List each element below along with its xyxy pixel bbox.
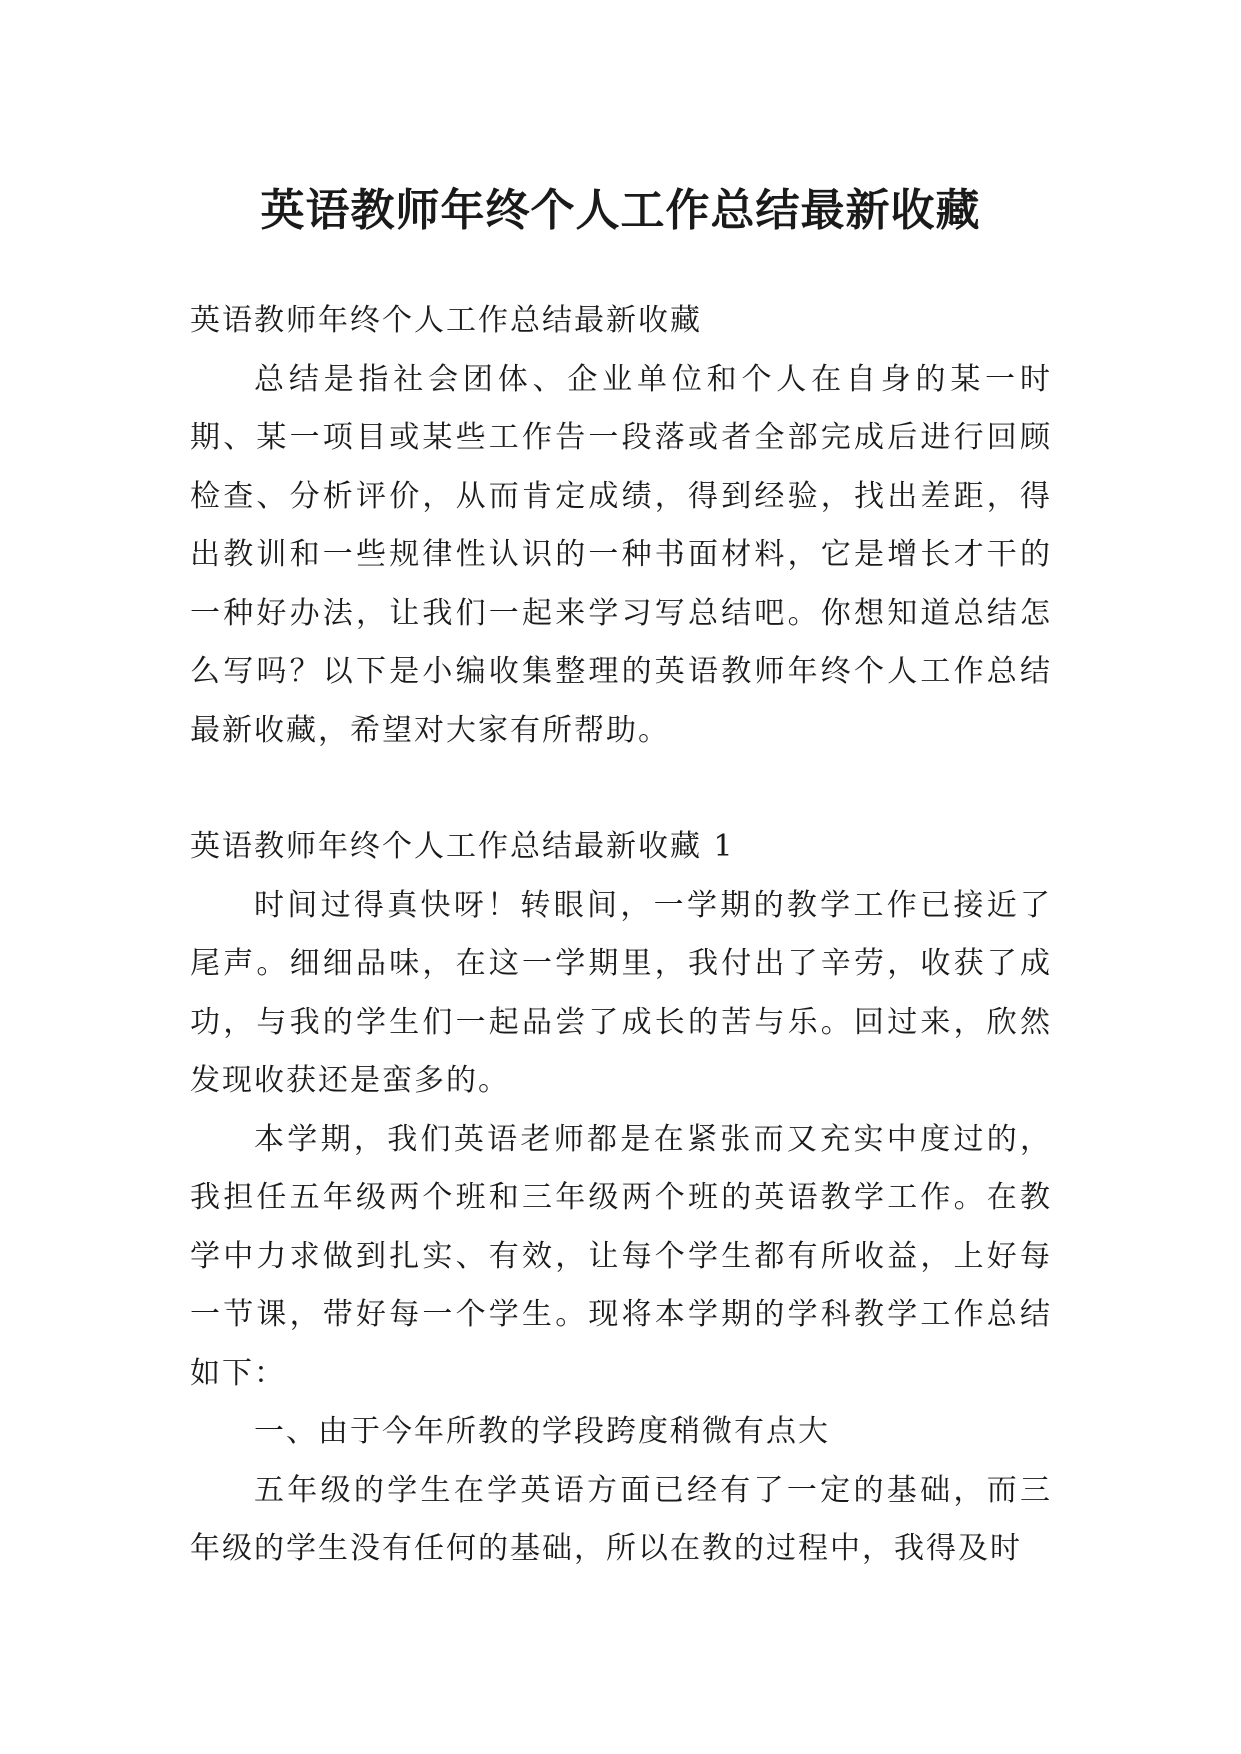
body-paragraph: 本学期，我们英语老师都是在紧张而又充实中度过的，我担任五年级两个班和三年级两个班的英语教学工作。在教学中力求做到扎实、有效，让每个学生都有所收益，上好每一节课，带好每一个学生。现将本学期的学科教学工作总结如下： [190,1121,1052,1391]
document-title: 英语教师年终个人工作总结最新收藏 [260,185,981,237]
body-paragraph: 时间过得真快呀！转眼间，一学期的教学工作已接近了尾声。细细品味，在这一学期里，我付出了辛劳，收获了成功，与我的学生们一起品尝了成长的苦与乐。回过来，欣然发现收获还是蛮多的。 [190,887,1052,1098]
list-heading: 一、由于今年所教的学段跨度稍微有点大 [254,1414,830,1449]
body-paragraph: 五年级的学生在学英语方面已经有了一定的基础，而三年级的学生没有任何的基础，所以在教的过程中，我得及时 [190,1472,1052,1566]
subtitle-paragraph: 英语教师年终个人工作总结最新收藏 [190,303,702,338]
document-body [190,292,1052,1579]
intro-paragraph: 总结是指社会团体、企业单位和个人在自身的某一时期、某一项目或某些工作告一段落或者全部完成后进行回顾检查、分析评价，从而肯定成绩，得到经验，找出差距，得出教训和一些规律性认识的一种书面材料，它是增长才干的一种好办法，让我们一起来学习写总结吧。你想知道总结怎么写吗？以下是小编收集整理的英语教师年终个人工作总结最新收藏，希望对大家有所帮助。 [190,361,1052,748]
paragraph-gap [190,760,1052,818]
section-heading: 英语教师年终个人工作总结最新收藏 1 [190,829,735,864]
